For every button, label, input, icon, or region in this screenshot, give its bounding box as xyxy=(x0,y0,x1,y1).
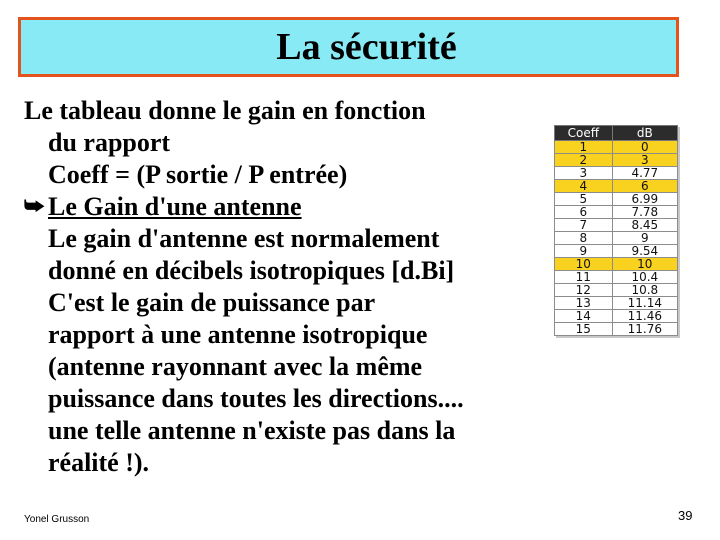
bullet-text-line: réalité !). xyxy=(48,448,150,477)
table-row xyxy=(555,141,678,154)
gain-table xyxy=(554,125,678,336)
bullet-text-line: C'est le gain de puissance par xyxy=(48,288,376,317)
arrow-bullet-icon: ⮩ xyxy=(24,194,45,219)
table-row xyxy=(555,271,678,284)
table-row xyxy=(555,154,678,167)
table-row xyxy=(555,219,678,232)
bullet-text-line: donné en décibels isotropiques [d.Bi] xyxy=(48,256,455,285)
coeff-cell: 7 xyxy=(555,219,613,232)
coeff-cell: 5 xyxy=(555,193,613,206)
coeff-cell: 3 xyxy=(555,167,613,180)
column-header-coeff: Coeff xyxy=(555,126,613,141)
db-cell: 11.14 xyxy=(612,297,677,310)
coeff-cell: 4 xyxy=(555,180,613,193)
table-row xyxy=(555,167,678,180)
table-body xyxy=(555,141,678,336)
db-cell: 6.99 xyxy=(612,193,677,206)
bullet-text-line: une telle antenne n'existe pas dans la xyxy=(48,416,456,445)
db-cell: 10.4 xyxy=(612,271,677,284)
table-row xyxy=(555,206,678,219)
db-cell: 11.46 xyxy=(612,310,677,323)
slide-body xyxy=(24,95,584,479)
db-cell: 9.54 xyxy=(612,245,677,258)
coeff-cell: 10 xyxy=(555,258,613,271)
table-row xyxy=(555,258,678,271)
db-cell: 6 xyxy=(612,180,677,193)
coeff-cell: 2 xyxy=(555,154,613,167)
coeff-cell: 8 xyxy=(555,232,613,245)
coeff-cell: 14 xyxy=(555,310,613,323)
db-cell: 9 xyxy=(612,232,677,245)
coeff-cell: 1 xyxy=(555,141,613,154)
db-cell: 4.77 xyxy=(612,167,677,180)
table-row xyxy=(555,232,678,245)
db-cell: 8.45 xyxy=(612,219,677,232)
intro-line: du rapport xyxy=(48,128,171,157)
bullet-item xyxy=(24,191,584,223)
table-row xyxy=(555,323,678,336)
slide-title: La sécurité xyxy=(276,26,457,68)
coeff-cell: 15 xyxy=(555,323,613,336)
db-cell: 10 xyxy=(612,258,677,271)
coeff-cell: 11 xyxy=(555,271,613,284)
db-cell: 3 xyxy=(612,154,677,167)
column-header-db: dB xyxy=(612,126,677,141)
coeff-cell: 13 xyxy=(555,297,613,310)
table-row xyxy=(555,193,678,206)
bullet-text-line: rapport à une antenne isotropique xyxy=(48,320,428,349)
table-row xyxy=(555,297,678,310)
footer-author: Yonel Grusson xyxy=(24,514,90,525)
coeff-cell: 9 xyxy=(555,245,613,258)
intro-line: Coeff = (P sortie / P entrée) xyxy=(48,160,348,189)
db-cell: 7.78 xyxy=(612,206,677,219)
table-row xyxy=(555,284,678,297)
coeff-cell: 6 xyxy=(555,206,613,219)
table-row xyxy=(555,310,678,323)
title-banner xyxy=(18,17,679,77)
table-row xyxy=(555,245,678,258)
db-cell: 11.76 xyxy=(612,323,677,336)
db-cell: 10.8 xyxy=(612,284,677,297)
coeff-cell: 12 xyxy=(555,284,613,297)
db-cell: 0 xyxy=(612,141,677,154)
intro-line: Le tableau donne le gain en fonction xyxy=(24,96,426,125)
table-row xyxy=(555,180,678,193)
page-number: 39 xyxy=(678,508,693,523)
table-header-row xyxy=(555,126,678,141)
bullet-text-line: (antenne rayonnant avec la même xyxy=(48,352,423,381)
bullet-text-line: Le gain d'antenne est normalement xyxy=(48,224,440,253)
bullet-heading: Le Gain d'une antenne xyxy=(48,192,302,221)
bullet-text-line: puissance dans toutes les directions.... xyxy=(48,384,464,413)
